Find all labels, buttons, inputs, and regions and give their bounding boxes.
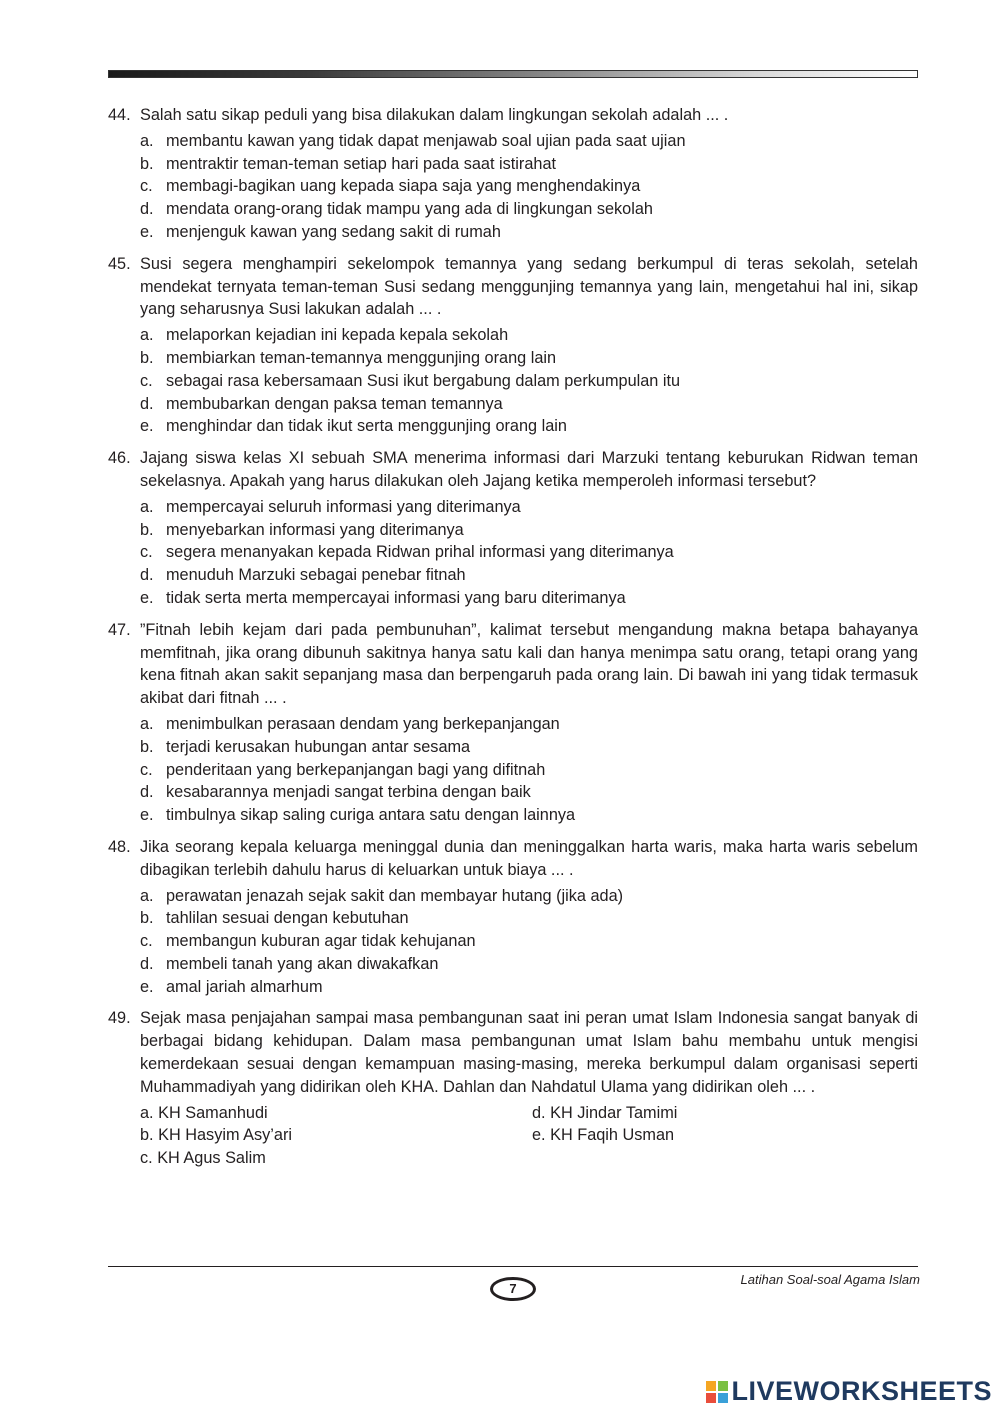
option-letter: a.	[140, 131, 154, 150]
liveworksheets-watermark	[706, 1376, 992, 1407]
option-letter: b.	[140, 154, 154, 173]
option-text: membiarkan teman-temannya menggunjing orang lain	[166, 348, 557, 367]
option-c[interactable]	[140, 759, 918, 782]
option-b[interactable]	[140, 907, 918, 930]
option-text: membagi-bagikan uang kepada siapa saja yang menghendakinya	[166, 177, 641, 196]
option-text: amal jariah almarhum	[166, 977, 323, 996]
option-letter: e.	[140, 977, 154, 996]
option-letter: d.	[140, 954, 154, 973]
question-number: 46.	[108, 449, 131, 468]
option-e[interactable]	[140, 415, 918, 438]
option-letter: e.	[140, 588, 154, 607]
option-a[interactable]: a. KH Samanhudi	[140, 1103, 268, 1122]
option-e[interactable]	[140, 221, 918, 244]
option-text: menghindar dan tidak ikut serta menggunjing orang lain	[166, 417, 567, 436]
option-a[interactable]	[140, 324, 918, 347]
option-text: kesabarannya menjadi sangat terbina dengan baik	[166, 783, 531, 802]
option-c[interactable]	[140, 541, 918, 564]
question-text: Jika seorang kepala keluarga meninggal dunia dan meninggalkan harta waris, maka harta waris sebelum dibagikan terlebih dahulu harus di keluarkan untuk biaya ... .	[140, 837, 918, 879]
option-text: mentraktir teman-teman setiap hari pada saat istirahat	[166, 154, 557, 173]
question-number: 45.	[108, 254, 131, 273]
header-rule	[108, 70, 918, 78]
option-letter: c.	[140, 371, 153, 390]
option-b[interactable]	[140, 519, 918, 542]
answer-options	[140, 1102, 918, 1170]
option-text: membeli tanah yang akan diwakafkan	[166, 954, 439, 973]
option-text: mendata orang-orang tidak mampu yang ada di lingkungan sekolah	[166, 200, 653, 219]
question-text: Sejak masa penjajahan sampai masa pembangunan saat ini peran umat Islam Indonesia sangat banyak di berbagai bidang kehidupan. Dalam masa pembangunan umat Islam bahu membahu untuk mengisi kemerdekaan sesuai dengan kemampuan masing-masing, mereka berkumpul dalam organisasi seperti Muhammadiyah yang didirikan oleh KHA. Dahlan dan Nahdatul Ulama yang didirikan oleh ... .	[140, 1009, 918, 1096]
book-title: Latihan Soal-soal Agama Islam	[740, 1272, 920, 1287]
answer-options	[140, 130, 918, 244]
question-text: Jajang siswa kelas XI sebuah SMA menerima informasi dari Marzuki tentang keburukan Ridwan teman sekelasnya. Apakah yang harus dilakukan oleh Jajang ketika memperoleh informasi tersebut?	[140, 449, 918, 490]
option-text: perawatan jenazah sejak sakit dan membayar hutang (jika ada)	[166, 886, 624, 905]
option-text: menjenguk kawan yang sedang sakit di rumah	[166, 222, 501, 241]
logo-cell	[706, 1393, 716, 1403]
question-49	[108, 1007, 918, 1170]
option-letter: a.	[140, 714, 154, 733]
option-d[interactable]	[140, 953, 918, 976]
option-letter: e.	[140, 222, 154, 241]
option-e[interactable]	[140, 976, 918, 999]
question-text: ”Fitnah lebih kejam dari pada pembunuhan”, kalimat tersebut mengandung makna betapa bahayanya memfitnah, jika orang dibunuh sakitnya hanya satu kali dan hanya menimpa satu orang, tetapi orang yang kena fitnah akan sakit sepanjang masa dan berpengaruh pada orang lain. Di bawah ini yang tidak termasuk akibat dari fitnah ... .	[140, 620, 918, 708]
option-text: menyebarkan informasi yang diterimanya	[166, 520, 464, 539]
option-letter: a.	[140, 497, 154, 516]
question-46	[108, 447, 918, 610]
logo-cell	[718, 1393, 728, 1403]
question-number: 44.	[108, 106, 131, 124]
question-44	[108, 104, 918, 244]
question-45	[108, 253, 918, 438]
question-47	[108, 619, 918, 827]
option-letter: c.	[140, 932, 153, 951]
question-text: Salah satu sikap peduli yang bisa dilakukan dalam lingkungan sekolah adalah ... .	[140, 106, 729, 124]
option-text: tidak serta merta mempercayai informasi yang baru diterimanya	[166, 588, 626, 607]
option-text: membubarkan dengan paksa teman temannya	[166, 394, 503, 413]
option-letter: a.	[140, 886, 154, 905]
question-number: 48.	[108, 837, 131, 856]
option-a[interactable]	[140, 885, 918, 908]
option-letter: b.	[140, 520, 154, 539]
page-number: 7	[490, 1277, 536, 1301]
question-number: 49.	[108, 1009, 131, 1028]
option-letter: d.	[140, 566, 154, 585]
option-b[interactable]: b. KH Hasyim Asy’ari	[140, 1126, 292, 1145]
option-text: segera menanyakan kepada Ridwan prihal informasi yang diterimanya	[166, 543, 674, 562]
option-c[interactable]: c. KH Agus Salim	[140, 1149, 266, 1168]
footer-rule	[108, 1266, 918, 1267]
option-text: menimbulkan perasaan dendam yang berkepanjangan	[166, 714, 560, 733]
option-e[interactable]	[140, 587, 918, 610]
option-letter: e.	[140, 417, 154, 436]
option-e[interactable]	[140, 804, 918, 827]
option-letter: b.	[140, 348, 154, 367]
option-letter: e.	[140, 806, 154, 825]
question-48	[108, 836, 918, 999]
option-b[interactable]	[140, 347, 918, 370]
option-d[interactable]	[140, 781, 918, 804]
option-letter: c.	[140, 543, 153, 562]
answer-options	[140, 713, 918, 827]
option-text: membantu kawan yang tidak dapat menjawab soal ujian pada saat ujian	[166, 131, 686, 150]
option-d[interactable]	[140, 198, 918, 221]
option-c[interactable]	[140, 930, 918, 953]
option-letter: b.	[140, 909, 154, 928]
option-text: penderitaan yang berkepanjangan bagi yang difitnah	[166, 760, 546, 779]
option-d[interactable]	[140, 393, 918, 416]
option-text: membangun kuburan agar tidak kehujanan	[166, 932, 476, 951]
option-text: melaporkan kejadian ini kepada kepala sekolah	[166, 326, 509, 345]
option-b[interactable]	[140, 153, 918, 176]
option-text: timbulnya sikap saling curiga antara satu dengan lainnya	[166, 806, 576, 825]
option-c[interactable]	[140, 175, 918, 198]
option-letter: c.	[140, 177, 153, 196]
watermark-text: LIVEWORKSHEETS	[731, 1376, 992, 1406]
option-text: tahlilan sesuai dengan kebutuhan	[166, 909, 409, 928]
option-b[interactable]	[140, 736, 918, 759]
option-letter: d.	[140, 200, 154, 219]
logo-cell	[706, 1381, 716, 1391]
option-a[interactable]	[140, 496, 918, 519]
option-d[interactable]: d. KH Jindar Tamimi	[532, 1103, 678, 1122]
option-letter: a.	[140, 326, 154, 345]
option-text: menuduh Marzuki sebagai penebar fitnah	[166, 566, 466, 585]
option-text: terjadi kerusakan hubungan antar sesama	[166, 737, 471, 756]
option-letter: c.	[140, 760, 153, 779]
option-letter: b.	[140, 737, 154, 756]
option-letter: d.	[140, 394, 154, 413]
question-text: Susi segera menghampiri sekelompok temannya yang sedang berkumpul di teras sekolah, setelah mendekat ternyata teman-teman Susi sedang menggunjing temannya yang lain, mengetahui hal ini, sikap yang seharusnya Susi lakukan adalah ... .	[140, 254, 918, 319]
option-e[interactable]: e. KH Faqih Usman	[532, 1126, 675, 1145]
question-number: 47.	[108, 620, 131, 639]
option-text: mempercayai seluruh informasi yang diterimanya	[166, 497, 521, 516]
answer-options	[140, 324, 918, 438]
logo-cell	[718, 1381, 728, 1391]
option-letter: d.	[140, 783, 154, 802]
question-list	[108, 104, 918, 1179]
answer-options	[140, 496, 918, 610]
option-a[interactable]	[140, 130, 918, 153]
answer-options	[140, 885, 918, 999]
option-a[interactable]	[140, 713, 918, 736]
option-d[interactable]	[140, 564, 918, 587]
option-c[interactable]	[140, 370, 918, 393]
option-text: sebagai rasa kebersamaan Susi ikut bergabung dalam perkumpulan itu	[166, 371, 681, 390]
liveworksheets-logo-icon	[706, 1381, 728, 1403]
